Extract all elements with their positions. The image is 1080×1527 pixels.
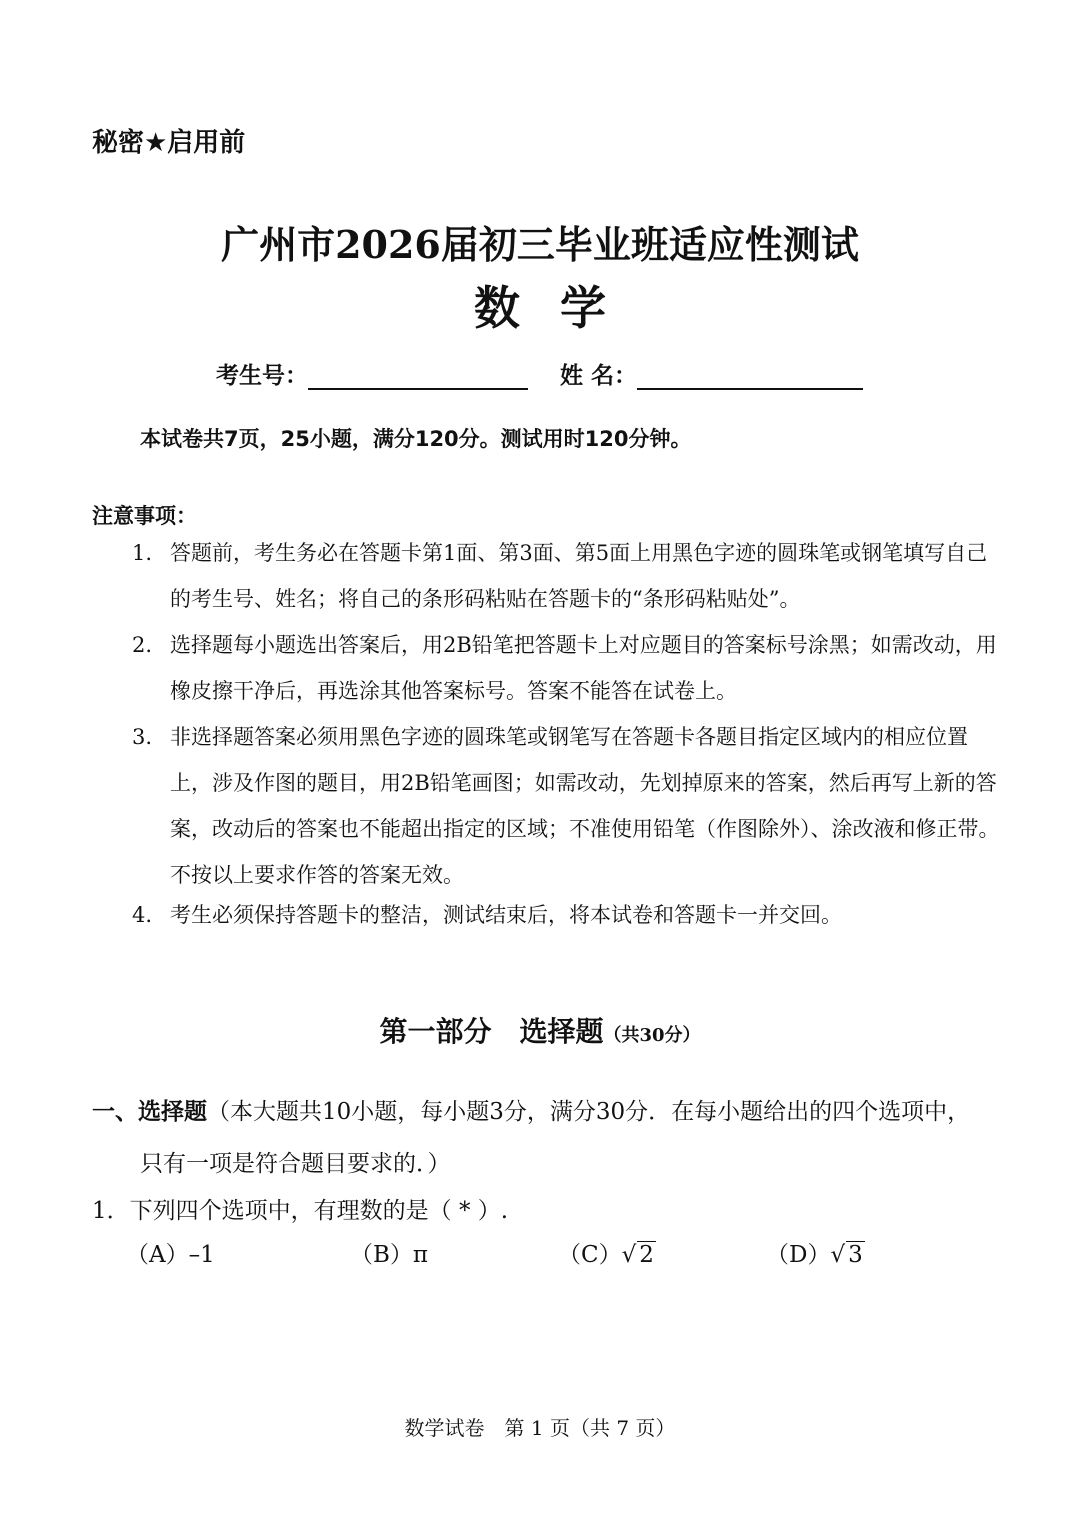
notes-heading: 注意事项： xyxy=(92,504,197,528)
part-title: 第一部分 选择题 xyxy=(379,1015,604,1048)
option-value: 3 xyxy=(848,1242,863,1268)
part-score: （共30分） xyxy=(603,1025,701,1046)
note-text: 考生必须保持答题卡的整洁，测试结束后，将本试卷和答题卡一并交回。 xyxy=(170,903,842,927)
section-heading xyxy=(92,1086,1012,1190)
option-value: –1 xyxy=(188,1242,215,1268)
note-number: 4. xyxy=(132,903,153,927)
name-blank xyxy=(637,362,863,390)
option-value: 2 xyxy=(639,1242,654,1268)
exam-title: 广州市2026届初三毕业班适应性测试 xyxy=(221,222,859,267)
option-value: π xyxy=(412,1242,429,1268)
note-item xyxy=(132,892,1002,938)
option-label: （C） xyxy=(558,1242,622,1268)
question-1-stem: 1．下列四个选项中，有理数的是（ * ）. xyxy=(92,1198,509,1224)
option-c: （C）√ 2 xyxy=(558,1242,654,1268)
section-desc-1: （本大题共10小题，每小题3分，满分30分．在每小题给出的四个选项中， xyxy=(207,1099,971,1125)
note-number: 3. xyxy=(132,725,153,749)
subject-title: 数学 xyxy=(474,281,646,335)
note-item xyxy=(132,530,1002,622)
exam-intro: 本试卷共7页，25小题，满分120分。测试用时120分钟。 xyxy=(140,427,692,451)
note-item xyxy=(132,714,1002,898)
note-item xyxy=(132,622,1002,714)
exam-number-field xyxy=(216,357,528,390)
note-number: 2. xyxy=(132,633,153,657)
option-a xyxy=(126,1236,215,1269)
exam-number-label: 考生号： xyxy=(216,363,308,389)
note-text: 非选择题答案必须用黑色字迹的圆珠笔或钢笔写在答题卡各题目指定区域内的相应位置上，涉及作图的题目，用2B铅笔画图；如需改动，先划掉原来的答案，然后再写上新的答案，改动后的答案也不能超出指定的区域；不准使用铅笔（作图除外）、涂改液和修正带。不按以上要求作答的答案无效。 xyxy=(170,725,1000,887)
part-heading xyxy=(0,1010,1080,1050)
option-d: （D）√ 3 xyxy=(766,1242,863,1268)
name-field xyxy=(560,357,863,390)
option-b xyxy=(350,1236,428,1269)
exam-number-blank xyxy=(308,362,528,390)
section-desc-2: 只有一项是符合题目要求的．） xyxy=(140,1151,451,1177)
option-label: （D） xyxy=(766,1242,831,1268)
name-label: 姓 名： xyxy=(560,363,638,389)
section-label: 一、选择题 xyxy=(92,1098,207,1125)
note-number: 1. xyxy=(132,541,153,565)
option-label: （A） xyxy=(126,1242,189,1268)
option-label: （B） xyxy=(350,1242,413,1268)
note-text: 选择题每小题选出答案后，用2B铅笔把答题卡上对应题目的答案标号涂黑；如需改动，用橡皮擦干净后，再选涂其他答案标号。答案不能答在试卷上。 xyxy=(170,633,997,703)
note-text: 答题前，考生务必在答题卡第1面、第3面、第5面上用黑色字迹的圆珠笔或钢笔填写自己的考生号、姓名；将自己的条形码粘贴在答题卡的“条形码粘贴处”。 xyxy=(170,541,988,611)
confidential-mark: 秘密★启用前 xyxy=(92,128,246,158)
page-footer: 数学试卷 第 1 页（共 7 页） xyxy=(404,1416,676,1440)
